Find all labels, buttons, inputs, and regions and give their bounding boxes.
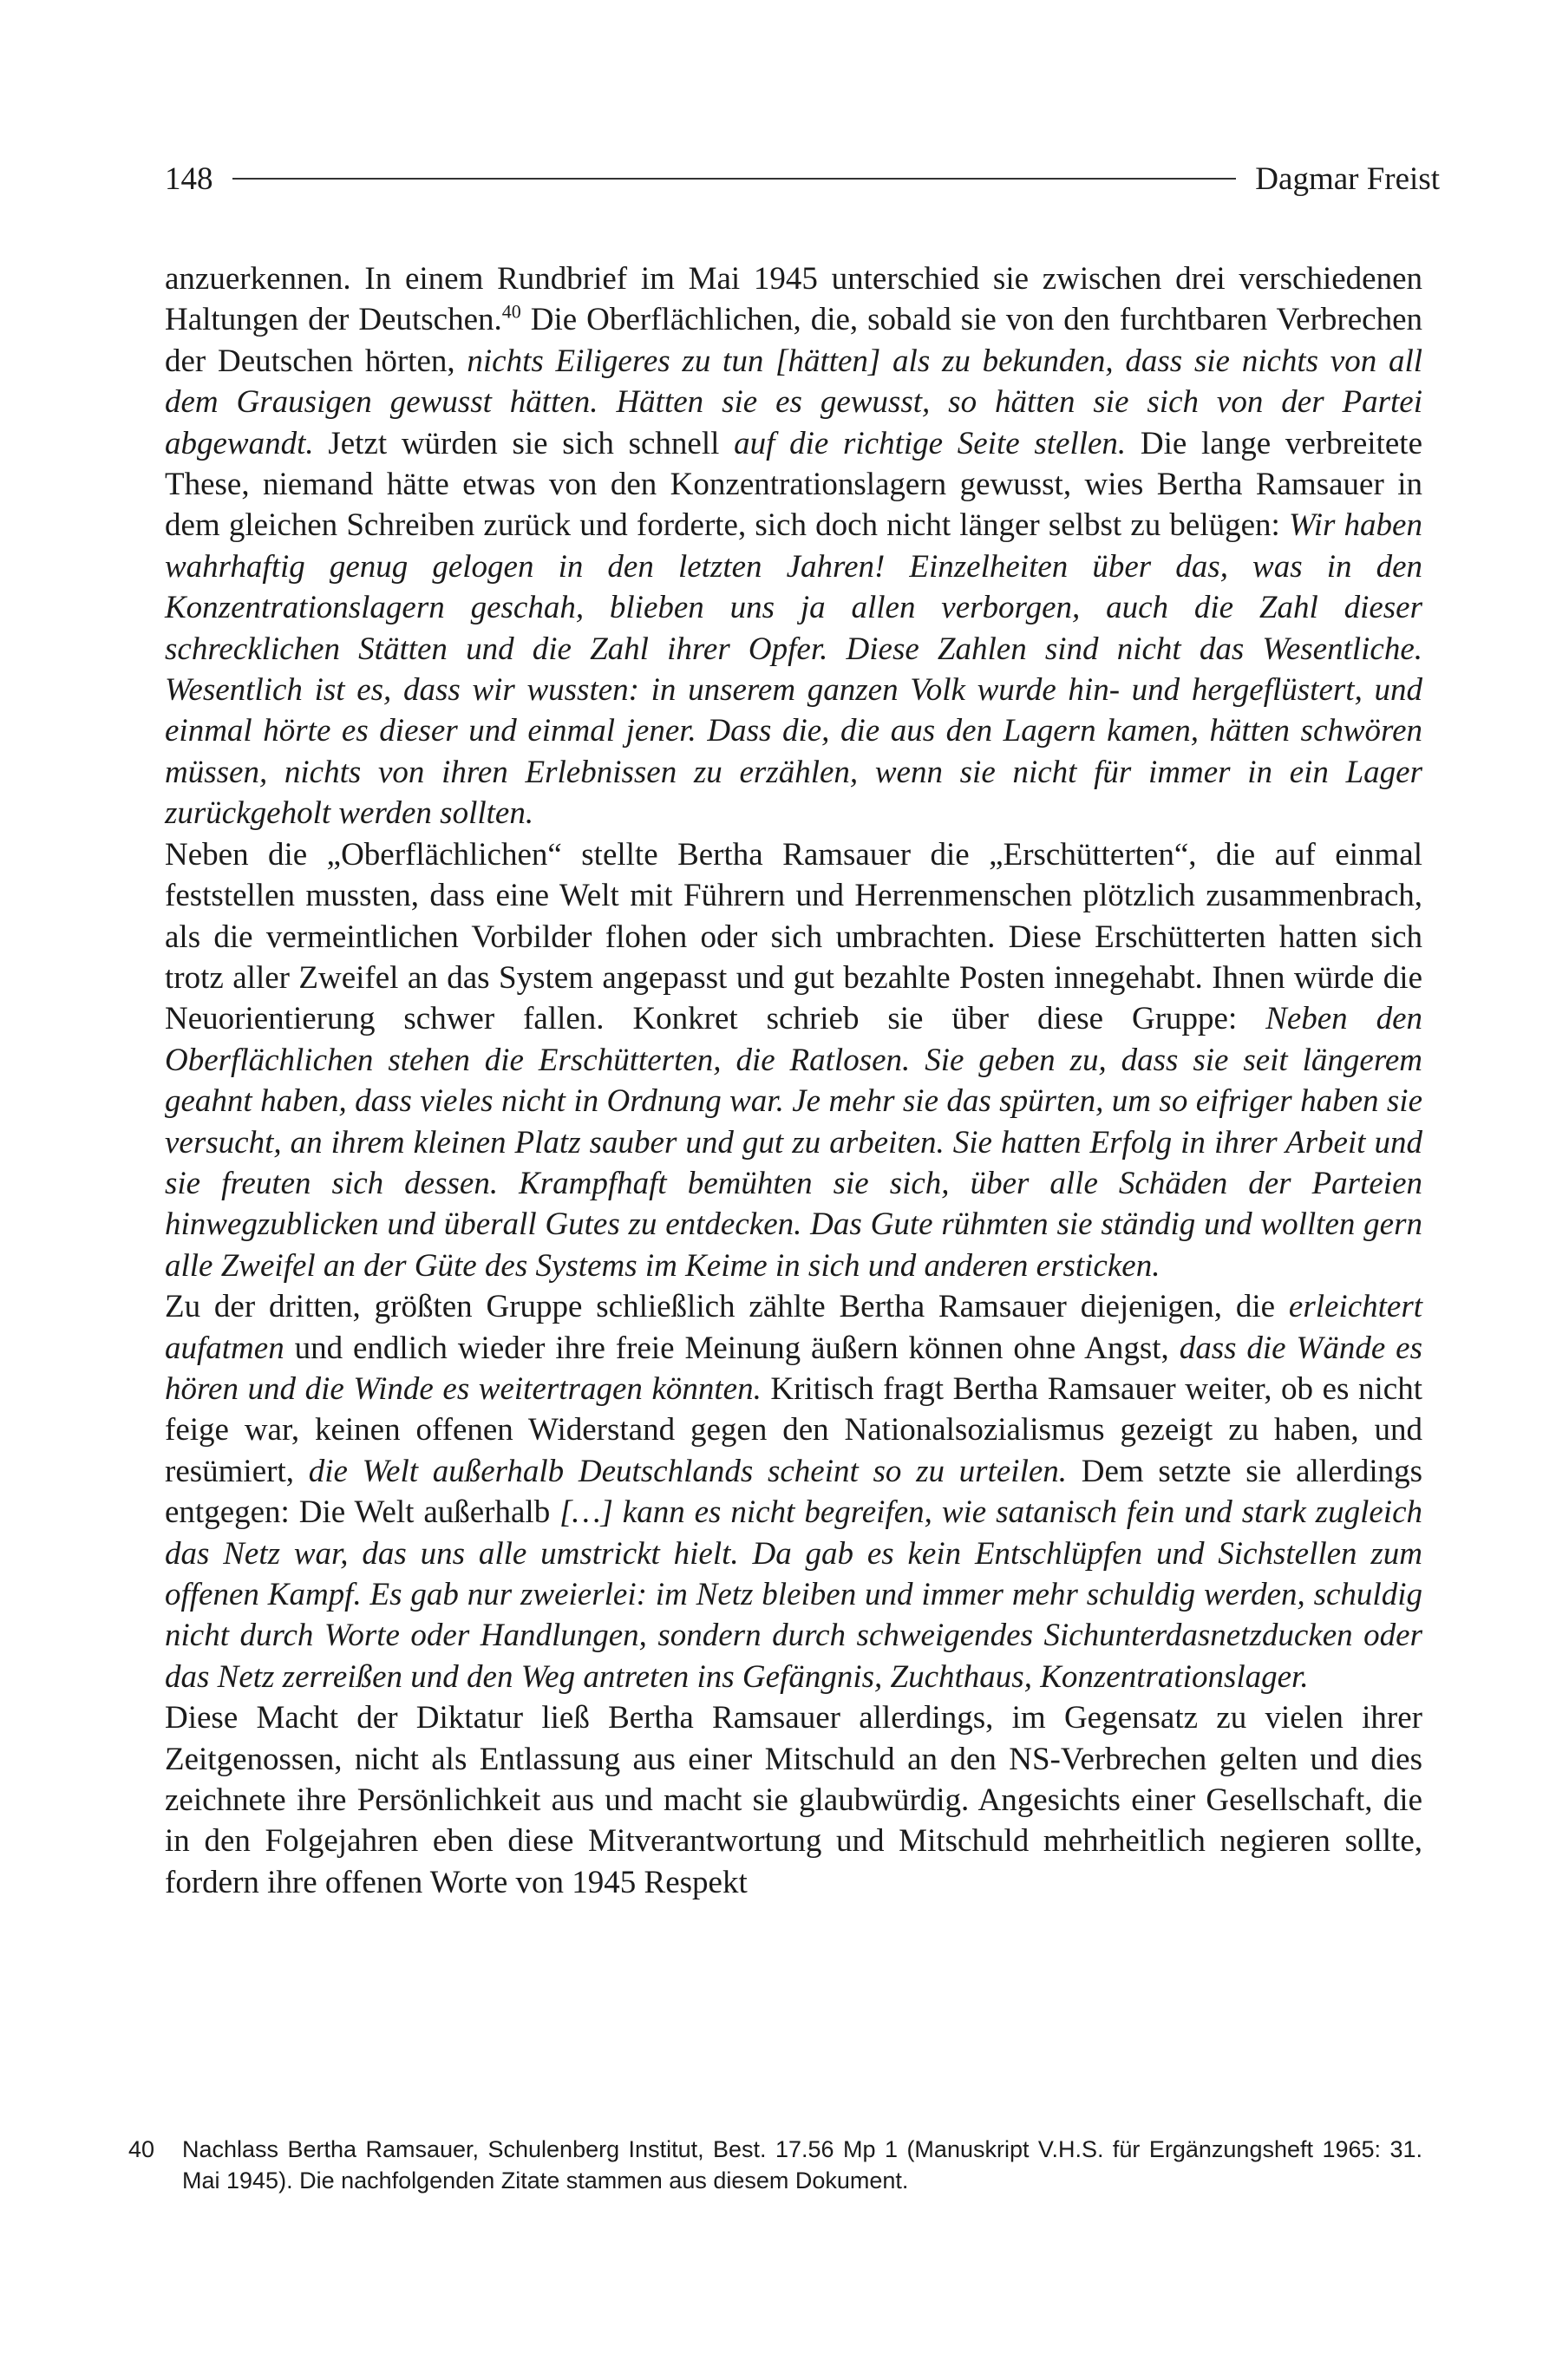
quotation-run: Wir haben wahrhaftig genug gelogen in den letzten Jahren! (165, 507, 1422, 585)
paragraph-2 (165, 834, 1422, 1286)
quotation-run: Neben den Oberflächlichen stehen die Erschütterten, die Ratlosen. Sie geben zu, dass sie seit längerem geahnt haben, dass vieles nicht in Ordnung war. Je mehr sie das spürten, um so eifriger haben sie versucht, an ihrem kleinen Platz sauber und gut zu arbeiten. Sie hatten Erfolg in ihrer Arbeit und sie freuten sich dessen. Krampfhaft bemühten sie sich, über alle Schäden der Parteien hinwegzublicken und überall Gutes zu entdecken. Das Gute rühmten sie ständig und wollten gern alle Zweifel an der Güte des Systems im Keime in sich und anderen ersticken. (165, 1001, 1422, 1284)
quotation-run: nichts Eiligeres zu tun [hätten] als zu bekunden, dass sie nichts von all dem Grausigen gewusst hätten. Hätten sie es gewusst, so hätten sie sich von der Partei abgewandt. (165, 343, 1423, 461)
paragraph-1 (165, 258, 1422, 834)
page-number: 148 (165, 160, 213, 197)
quotation-run: Einzelheiten über das, was in den Konzentrationslagern geschah, blieben uns ja allen verborgen, auch die Zahl dieser schrecklichen Stätten und die Zahl ihrer Opfer. Diese Zahlen sind nicht das Wesentliche. Wesentlich ist es, dass wir wussten: in unserem ganzen Volk wurde hin- und hergeflüstert, und einmal hörte es dieser und einmal jener. Dass die, die aus den Lagern kamen, hätten schwören müssen, nichts von ihren Erlebnissen zu erzählen, wenn sie nicht für immer in ein Lager zurückgeholt werden sollten. (165, 548, 1422, 832)
text-run: Die lange verbreitete These, niemand hätte etwas von den Konzentrationslagern gewusst, wies Bertha Ramsauer in dem gleichen Schreiben zurück und forderte, sich doch nicht länger selbst zu belügen: (165, 425, 1422, 544)
running-head-author: Dagmar Freist (1255, 160, 1440, 197)
quotation-run: erleichtert aufatmen (165, 1289, 1422, 1366)
footnote-40 (128, 2134, 1422, 2196)
text-run: Diese Macht der Diktatur ließ Bertha Ramsauer allerdings, im Gegensatz zu vielen ihrer Zeitgenossen, nicht als Entlassung aus einer Mitschuld an den NS-Verbrechen gelten und dies zeichnete ihre Persönlichkeit aus und macht sie glaubwürdig. Angesichts einer Gesellschaft, die in den Folgejahren eben diese Mitverantwortung und Mitschuld mehrheitlich negieren sollte, fordern ihre offenen Worte von 1945 Respekt (165, 1700, 1422, 1900)
text-run: Zu der dritten, größten Gruppe schließlich zählte Bertha Ramsauer diejenigen, die (165, 1289, 1289, 1325)
header-rule (232, 178, 1237, 180)
footnote-reference: 40 (501, 301, 521, 324)
text-run (885, 549, 909, 585)
footnote-text: Nachlass Bertha Ramsauer, Schulenberg Institut, Best. 17.56 Mp 1 (Manuskript V.H.S. für Ergänzungsheft 1965: 31. Mai 1945). Die nachfolgenden Zitate stammen aus diesem Dokument. (182, 2136, 1422, 2194)
text-run: Dem setzte sie allerdings entgegen: Die Welt außerhalb (165, 1453, 1423, 1531)
running-head (165, 153, 1440, 205)
text-run: Die Oberflächlichen, die, sobald sie von den furchtbaren Verbrechen der Deutschen hörten, (165, 302, 1422, 379)
text-run: anzuerkennen. In einem Rundbrief im Mai 1945 unterschied sie zwischen drei verschiedenen Haltungen der Deutschen. (165, 261, 1422, 338)
text-run: Kritisch fragt Bertha Ramsauer weiter, ob es nicht feige war, keinen offenen Widerstand gegen den Nationalsozialismus gezeigt zu haben, und resümiert, (165, 1370, 1422, 1489)
quotation-run: auf die richtige Seite stellen. (734, 425, 1127, 461)
main-text (165, 258, 1422, 1903)
paragraph-3 (165, 1286, 1422, 1697)
quotation-run: […] kann es nicht begreifen, wie satanisch fein und stark zugleich das Netz war, das uns alle umstrickt hielt. Da gab es kein Entschlüpfen und Sichstellen zum offenen Kampf. Es gab nur zweierlei: im Netz bleiben und immer mehr schuldig werden, schuldig nicht durch Worte oder Handlungen, sondern durch schweigendes Sichunterdasnetzducken oder das Netz zerreißen und den Weg antreten ins Gefängnis, Zuchthaus, Konzentrationslager. (165, 1494, 1422, 1695)
footnote-number: 40 (128, 2136, 155, 2162)
text-run: Jetzt würden sie sich schnell (313, 425, 735, 461)
paragraph-4 (165, 1697, 1422, 1903)
text-run: und endlich wieder ihre freie Meinung äußern können ohne Angst, (284, 1330, 1180, 1366)
quotation-run: die Welt außerhalb Deutschlands scheint so zu urteilen. (308, 1453, 1068, 1489)
text-run: Neben die „Oberflächlichen“ stellte Bertha Ramsauer die „Erschütterten“, die auf einmal feststellen mussten, dass eine Welt mit Führern und Herrenmenschen plötzlich zusammenbrach, als die vermeintlichen Vorbilder flohen oder sich umbrachten. Diese Erschütterten hatten sich trotz aller Zweifel an das System angepasst und gut bezahlte Posten innegehabt. Ihnen würde die Neuorientierung schwer fallen. Konkret schrieb sie über diese Gruppe: (165, 836, 1422, 1037)
quotation-run: dass die Wände es hören und die Winde es weitertragen könnten. (165, 1330, 1422, 1407)
